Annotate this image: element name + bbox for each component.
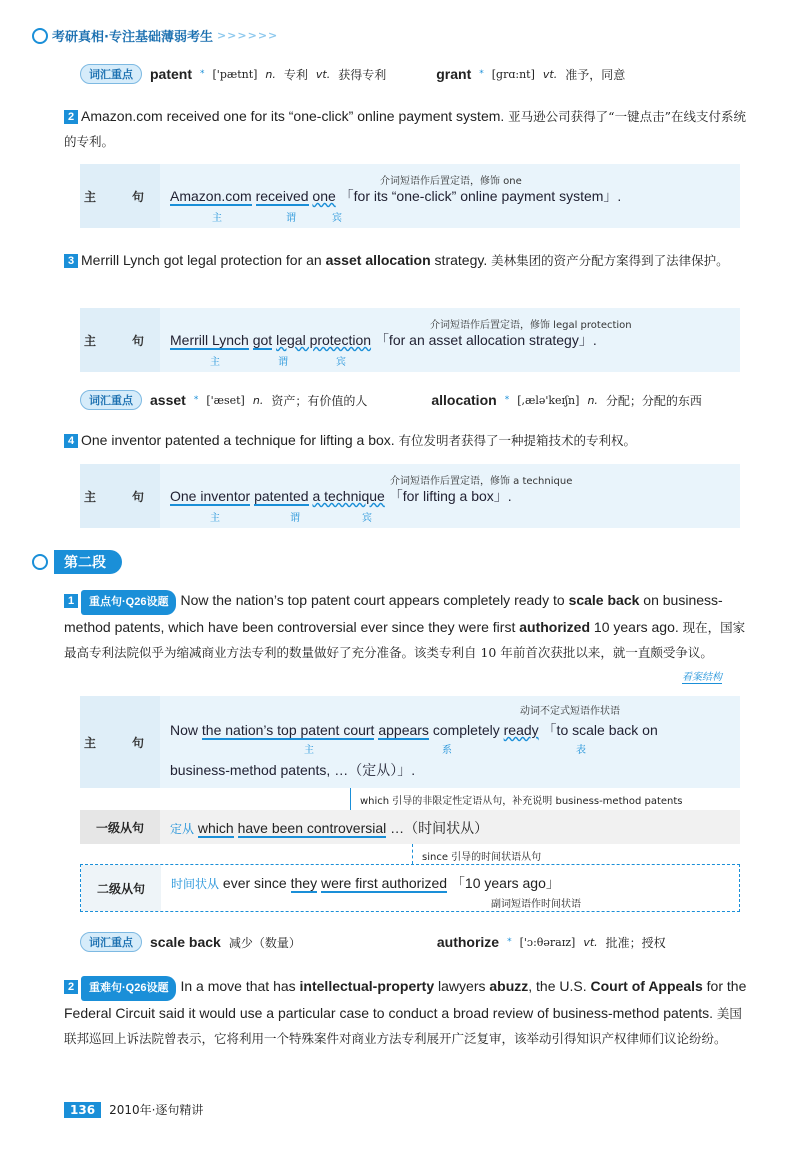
sentence-en: In a move that has [180,978,300,994]
keyword: authorized [519,619,591,635]
header-arrows: >>>>>> [216,29,279,42]
verb: appears [378,722,429,738]
sentence-2 [64,104,754,154]
phonetic: [,ælə'keɪʃn] [517,393,580,407]
sentence-parse [170,818,488,838]
page-footer [64,1101,203,1118]
sentence-zh: 美国联邦巡回上诉法院曾表示，它将利用一个特殊案件对商业方法专利展开广泛复审，该举动引得知识产权律师们议论纷纷。 [64,1006,742,1046]
search-icon [32,28,48,44]
sentence-parse [170,486,512,506]
phonetic: ['æset] [206,393,245,407]
meaning: 资产；有价值的人 [271,393,368,408]
pos: n. [252,393,264,407]
connector-line [350,788,351,810]
clause-tag: 时间状从 [171,877,220,891]
sentence-en: on business-method patents, which have been controversial ever since they were first [64,592,723,635]
sentence-number: 2 [64,110,78,124]
annotation: which 引导的非限定性定语从句，补充说明 business-method patents [360,796,683,807]
grammar-label: 主 [212,213,222,224]
vocab-row [80,932,666,952]
search-icon [32,554,48,570]
tree-clause-level-1 [80,810,740,844]
star: * [193,395,199,405]
subject: One inventor [170,488,251,504]
object: legal protection [276,332,372,348]
grammar-label: 谓 [278,357,288,368]
keyword: Court of Appeals [590,978,703,994]
vocab-word: authorize [436,934,500,950]
sentence-zh: 美林集团的资产分配方案得到了法律保护。 [491,253,729,268]
phonetic: ['pætnt] [212,67,258,81]
grammar-label: 宾 [336,357,346,368]
modifier: 「for lifting a box」. [388,488,512,504]
grammar-label: 表 [576,745,586,756]
annotation: 副词短语作时间状语 [491,899,581,910]
grammar-label: 主 [210,357,220,368]
keyword: intellectual-property [299,978,435,994]
phonetic: [grɑ:nt] [491,67,535,81]
keyword: asset [325,252,362,268]
sentence-en: One inventor patented a technique for lifting a box. [81,432,395,448]
sentence-3 [64,248,754,273]
annotation: 动词不定式短语作状语 [520,706,620,717]
grammar-label: 谓 [286,213,296,224]
box-label: 一级从句 [80,810,160,844]
sentence-en: , the U.S. [528,978,591,994]
sentence-number: 2 [64,980,78,994]
sentence-number: 4 [64,434,78,448]
header-title: 考研真相·专注基础薄弱考生 [52,30,213,45]
sentence-en: completely [428,722,504,738]
box-label: 主 句 [80,308,160,372]
tree-clause-level-2 [80,864,740,912]
vocab-tag: 词汇重点 [80,390,142,410]
analysis-box-2 [80,164,740,228]
grammar-label: 宾 [362,513,372,524]
pos: n. [587,393,598,407]
sentence-parse [170,330,597,350]
sentence-number: 1 [64,594,78,608]
structure-link[interactable]: 看案结构 [682,668,722,684]
vocab-row [80,390,702,410]
analysis-box-3 [80,308,740,372]
grammar-label: 主 [210,513,220,524]
vocab-word: scale back [150,934,221,950]
connector-line [412,844,413,864]
vocab-tag: 词汇重点 [80,932,142,952]
pos: vt. [542,67,558,81]
star: * [507,937,512,947]
meaning: 获得专利 [338,67,387,82]
annotation: 介词短语作后置定语，修饰 a technique [390,476,573,487]
object: a technique [312,488,385,504]
object: one [312,188,336,204]
grammar-label: 主 [304,745,314,756]
keyword: allocation [365,252,431,268]
phonetic: ['ɔ:θəraɪz] [519,935,576,949]
paragraph-sentence-2 [64,974,754,1051]
annotation: since 引导的时间状语从句 [422,852,542,863]
subject: Amazon.com [170,188,252,204]
sentence-en: business-method patents, …（定从）」. [170,762,416,778]
meaning: 减少（数量） [228,935,301,950]
subject: the nation’s top patent court [201,722,375,738]
modifier: 「for its “one-click” online payment system」. [339,188,622,204]
key-sentence-tag: 重难句·Q26设题 [81,976,176,1001]
box-label: 主 句 [80,696,160,788]
vocab-word: allocation [431,392,497,408]
sentence-en: ever since [219,875,291,891]
grammar-label: 宾 [332,213,342,224]
meaning: 分配；分配的东西 [605,393,702,408]
paragraph-sentence-1 [64,588,754,665]
box-label: 二级从句 [81,865,161,911]
sentence-en: Now [170,722,202,738]
sentence-zh: 现在，国家最高专利法院似乎为缩减商业方法专利的数量做好了充分准备。该类专利自 10 年前首次获批以来，就一直颇受争议。 [64,620,746,660]
star: * [479,69,484,79]
star: * [504,395,510,405]
tree-main-clause [80,696,740,788]
section-title: 第二段 [54,550,122,574]
modifier: 「10 years ago」 [450,875,560,891]
sentence-en: strategy. [430,252,488,268]
keyword: scale back [568,592,640,608]
vocab-word: asset [150,392,186,408]
page-header [32,26,278,45]
vocab-word: grant [436,66,472,82]
sentence-en: for the Federal Circuit said it would use a particular case to conduct a broad review of business-method patents. [64,978,747,1021]
sentence-en: 10 years ago. [590,619,679,635]
grammar-label: 谓 [290,513,300,524]
vocab-tag: 词汇重点 [80,64,142,84]
footer-text: 2010年·逐句精讲 [109,1103,204,1117]
modifier: …（时间状从） [386,820,489,836]
key-sentence-tag: 重点句·Q26设题 [81,590,176,615]
subject: they [290,875,318,891]
sentence-parse [170,720,658,740]
verb: have been controversial [237,820,387,836]
meaning: 准予，同意 [565,67,626,82]
modifier: 「to scale back on [538,722,658,738]
sentence-en: Now the nation’s top patent court appears completely ready to [180,592,569,608]
page-number: 136 [64,1102,101,1118]
sentence-number: 3 [64,254,78,268]
sentence-en: lawyers [434,978,490,994]
sentence-parse [171,873,560,893]
pos: n. [265,67,276,81]
clause-tag: 定从 [170,822,195,836]
box-label: 主 句 [80,464,160,528]
annotation: 介词短语作后置定语，修饰 one [380,176,522,187]
modifier: 「for an asset allocation strategy」. [374,332,597,348]
predicative: ready [503,722,539,738]
box-label: 主 句 [80,164,160,228]
sentence-en: Amazon.com received one for its “one-click” online payment system. [81,108,505,124]
sentence-parse [170,186,621,206]
sentence-zh: 亚马逊公司获得了“一键点击”在线支付系统的专利。 [64,109,746,149]
section-header [32,550,122,574]
grammar-label: 系 [442,745,452,756]
vocab-row [80,64,625,84]
sentence-en: Merrill Lynch got legal protection for an [81,252,326,268]
keyword: abuzz [489,978,529,994]
meaning: 批准；授权 [605,935,666,950]
verb: got [252,332,273,348]
vocab-word: patent [150,66,192,82]
pos: vt. [315,67,331,81]
verb: were first authorized [320,875,448,891]
star: * [200,69,205,79]
sentence-zh: 有位发明者获得了一种提箱技术的专利权。 [398,433,637,448]
subject: Merrill Lynch [170,332,249,348]
annotation: 介词短语作后置定语，修饰 legal protection [430,320,632,331]
verb: received [255,188,309,204]
analysis-box-4 [80,464,740,528]
verb: patented [254,488,309,504]
subject: which [197,820,234,836]
pos: vt. [583,935,598,949]
meaning: 专利 [283,67,308,82]
sentence-4 [64,428,754,453]
